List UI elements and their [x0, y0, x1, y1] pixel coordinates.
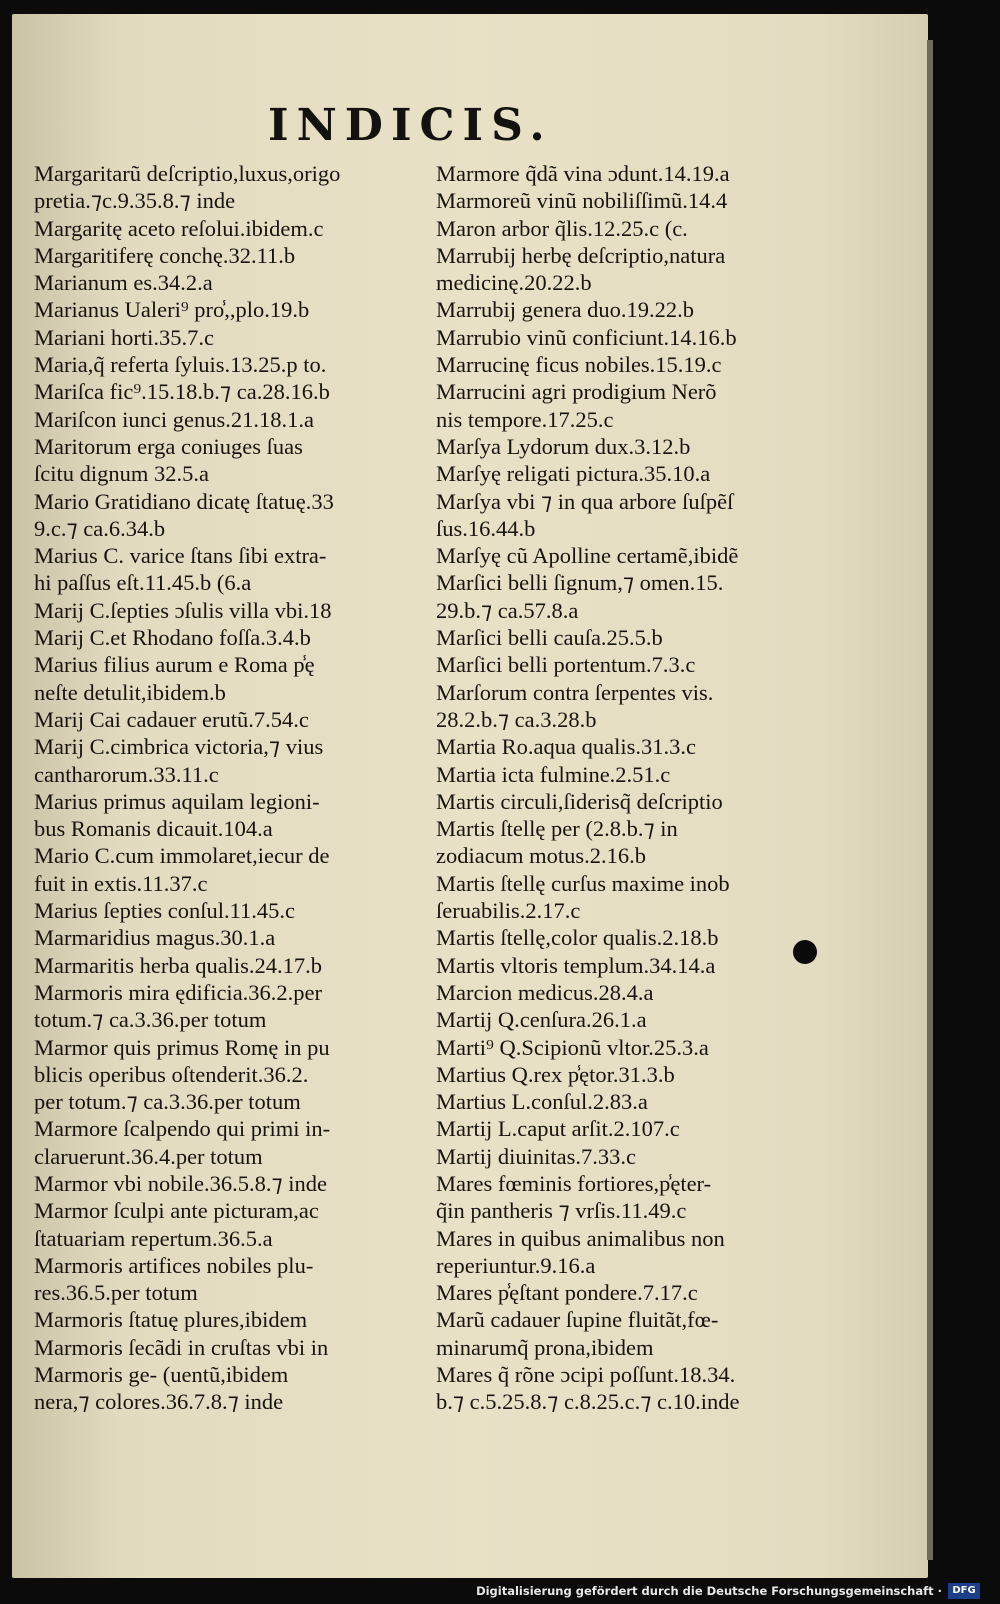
- index-entry-line: 28.2.b.⁊ ca.3.28.b: [436, 706, 597, 732]
- index-entry-line: Marius filius aurum e Roma p̾ę: [34, 652, 315, 678]
- index-entry-line: Maron arbor q̃lis.12.25.c (c.: [436, 215, 688, 241]
- index-entry-line: Mario Gratidiano dicatę ſtatuę.33: [34, 488, 334, 514]
- index-entry-line: Marrucinę ficus nobiles.15.19.c: [436, 352, 722, 378]
- index-entry-line: Marrubij genera duo.19.22.b: [436, 297, 695, 323]
- index-entry-line: Marianus Ualeri⁹ pro̾,,plo.19.b: [34, 297, 310, 323]
- index-entry-line: Marij C.ſepties ɔſulis villa vbi.18: [34, 597, 332, 623]
- index-entry-line: Marmor vbi nobile.36.5.8.⁊ inde: [34, 1170, 328, 1196]
- index-entry-line: ſcitu dignum 32.5.a: [34, 461, 209, 487]
- index-entry-line: Mares p̾ęſtant pondere.7.17.c: [436, 1280, 698, 1306]
- page-edge: [927, 40, 933, 1560]
- index-entry-line: Mariani horti.35.7.c: [34, 324, 214, 350]
- index-entry-line: Marſici belli portentum.7.3.c: [436, 652, 696, 678]
- dfg-logo: DFG: [948, 1583, 980, 1599]
- index-entry-line: neſte detulit,ibidem.b: [34, 679, 226, 705]
- index-entry-line: pretia.⁊c.9.35.8.⁊ inde: [34, 188, 236, 214]
- index-entry-line: Marius primus aquilam legioni-: [34, 788, 320, 814]
- index-entry-line: Marcion medicus.28.4.a: [436, 979, 654, 1005]
- index-entry-line: Marſya vbi ⁊ in qua arbore ſuſpẽſ: [436, 488, 734, 514]
- index-entry-line: zodiacum motus.2.16.b: [436, 843, 646, 869]
- index-entry-line: medicinę.20.22.b: [436, 270, 592, 296]
- index-entry-line: ſus.16.44.b: [436, 515, 536, 541]
- index-entry-line: Marmaridius magus.30.1.a: [34, 925, 276, 951]
- index-entry-line: Mario C.cum immolaret,iecur de: [34, 843, 330, 869]
- index-entry-line: Marmor ſculpi ante picturam,ac: [34, 1198, 319, 1224]
- index-entry-line: Mares q̃ rõne ɔcipi poſſunt.18.34.: [436, 1362, 736, 1388]
- footer-bar: [0, 1580, 1000, 1604]
- index-entry-line: Martij L.caput arſit.2.107.c: [436, 1116, 680, 1142]
- index-entry-line: Marũ cadauer ſupine fluitãt,fœ-: [436, 1307, 719, 1333]
- index-entry-line: nis tempore.17.25.c: [436, 406, 614, 432]
- index-entry-line: Marius C. varice ſtans ſibi extra-: [34, 543, 327, 569]
- index-entry-line: Marrubij herbę deſcriptio,natura: [436, 242, 726, 268]
- index-entry-line: Marianum es.34.2.a: [34, 270, 213, 296]
- index-entry-line: b.⁊ c.5.25.8.⁊ c.8.25.c.⁊ c.10.inde: [436, 1389, 740, 1415]
- index-entry-line: Margaritiferę conchę.32.11.b: [34, 242, 296, 268]
- index-entry-line: hi paſſus eſt.11.45.b (6.a: [34, 570, 252, 596]
- index-entry-line: Marmor quis primus Romę in pu: [34, 1034, 330, 1060]
- index-entry-line: per totum.⁊ ca.3.36.per totum: [34, 1089, 301, 1115]
- index-entry-line: Marius ſepties conſul.11.45.c: [34, 898, 295, 924]
- index-entry-line: Martis circuli,ſiderisq̃ deſcriptio: [436, 788, 723, 814]
- index-entry-line: Marmore ſcalpendo qui primi in-: [34, 1116, 331, 1142]
- index-entry-line: totum.⁊ ca.3.36.per totum: [34, 1007, 267, 1033]
- index-entry-line: 29.b.⁊ ca.57.8.a: [436, 597, 579, 623]
- index-entry-line: cantharorum.33.11.c: [34, 761, 219, 787]
- index-entry-line: Margaritarũ deſcriptio,luxus,origo: [34, 161, 341, 186]
- index-entry-line: Mares fœminis fortiores,p̾ęter-: [436, 1170, 712, 1196]
- index-entry-line: Martij diuinitas.7.33.c: [436, 1143, 636, 1169]
- index-entry-line: Mares in quibus animalibus non: [436, 1225, 725, 1251]
- index-entry-line: Marſyę cũ Apolline certamẽ,ibidẽ: [436, 543, 739, 569]
- index-entry-line: Martia Ro.aqua qualis.31.3.c: [436, 734, 696, 760]
- index-entry-line: Marſya Lydorum dux.3.12.b: [436, 433, 691, 459]
- index-entry-line: ſtatuariam repertum.36.5.a: [34, 1225, 273, 1251]
- running-heading: INDICIS.: [268, 100, 553, 151]
- index-entry-line: bus Romanis dicauit.104.a: [34, 816, 273, 842]
- index-entry-line: Marmoris ſecãdi in cruſtas vbi in: [34, 1334, 329, 1360]
- index-entry-line: Marrubio vinũ conficiunt.14.16.b: [436, 324, 737, 350]
- index-entry-line: Marſyę religati pictura.35.10.a: [436, 461, 711, 487]
- index-entry-line: Martis ſtellę per (2.8.b.⁊ in: [436, 816, 678, 842]
- index-entry-line: Marmoris artifices nobiles plu-: [34, 1252, 314, 1278]
- ink-blot: [793, 940, 817, 964]
- index-column-right: [436, 160, 831, 1416]
- index-entry-line: res.36.5.per totum: [34, 1280, 198, 1306]
- index-entry-line: Marſorum contra ſerpentes vis.: [436, 679, 714, 705]
- index-entry-line: Marmoris ſtatuę plures,ibidem: [34, 1307, 308, 1333]
- index-entry-line: Maria,q̃ referta ſyluis.13.25.p to.: [34, 352, 327, 378]
- index-entry-line: Marmoris mira ędificia.36.2.per: [34, 979, 323, 1005]
- index-entry-line: q̃in pantheris ⁊ vrſis.11.49.c: [436, 1198, 687, 1224]
- index-entry-line: Marij C.et Rhodano foſſa.3.4.b: [34, 625, 311, 651]
- index-entry-line: Mariſcon iunci genus.21.18.1.a: [34, 406, 314, 432]
- index-entry-line: Marmaritis herba qualis.24.17.b: [34, 952, 323, 978]
- index-entry-line: Marſici belli cauſa.25.5.b: [436, 625, 663, 651]
- index-entry-line: nera,⁊ colores.36.7.8.⁊ inde: [34, 1389, 284, 1415]
- index-entry-line: 9.c.⁊ ca.6.34.b: [34, 515, 166, 541]
- index-entry-line: Martius Q.rex p̾ętor.31.3.b: [436, 1061, 675, 1087]
- index-entry-line: Mariſca fic⁹.15.18.b.⁊ ca.28.16.b: [34, 379, 330, 405]
- index-entry-line: Margaritę aceto reſolui.ibidem.c: [34, 215, 324, 241]
- index-entry-line: Marrucini agri prodigium Nerõ: [436, 379, 717, 405]
- index-entry-line: Martia icta fulmine.2.51.c: [436, 761, 671, 787]
- index-entry-line: blicis operibus oſtenderit.36.2.: [34, 1061, 309, 1087]
- index-entry-line: Martis vltoris templum.34.14.a: [436, 952, 716, 978]
- index-entry-line: Martius L.conſul.2.83.a: [436, 1089, 648, 1115]
- index-entry-line: Martis ſtellę curſus maxime inob: [436, 870, 730, 896]
- index-entry-line: Martij Q.cenſura.26.1.a: [436, 1007, 647, 1033]
- index-entry-line: Marmore q̃dã vina ɔdunt.14.19.a: [436, 161, 730, 186]
- index-entry-line: Marij C.cimbrica victoria,⁊ vius: [34, 734, 324, 760]
- index-entry-line: Marmoris ge- (uentũ,ibidem: [34, 1362, 289, 1388]
- index-entry-line: minarumq̃ prona,ibidem: [436, 1334, 654, 1360]
- funding-credit: Digitalisierung gefördert durch die Deutsche Forschungsgemeinschaft ·: [476, 1584, 942, 1598]
- index-column-left: [34, 160, 429, 1416]
- index-entry-line: Marij Cai cadauer erutũ.7.54.c: [34, 706, 309, 732]
- index-entry-line: fuit in extis.11.37.c: [34, 870, 208, 896]
- index-entry-line: ſeruabilis.2.17.c: [436, 898, 581, 924]
- index-entry-line: Marmoreũ vinũ nobiliſſimũ.14.4: [436, 188, 728, 214]
- index-entry-line: Maritorum erga coniuges ſuas: [34, 433, 303, 459]
- index-entry-line: Martis ſtellę,color qualis.2.18.b: [436, 925, 719, 951]
- index-entry-line: Marſici belli ſignum,⁊ omen.15.: [436, 570, 724, 596]
- index-entry-line: Marti⁹ Q.Scipionũ vltor.25.3.a: [436, 1034, 709, 1060]
- index-entry-line: claruerunt.36.4.per totum: [34, 1143, 263, 1169]
- index-entry-line: reperiuntur.9.16.a: [436, 1252, 596, 1278]
